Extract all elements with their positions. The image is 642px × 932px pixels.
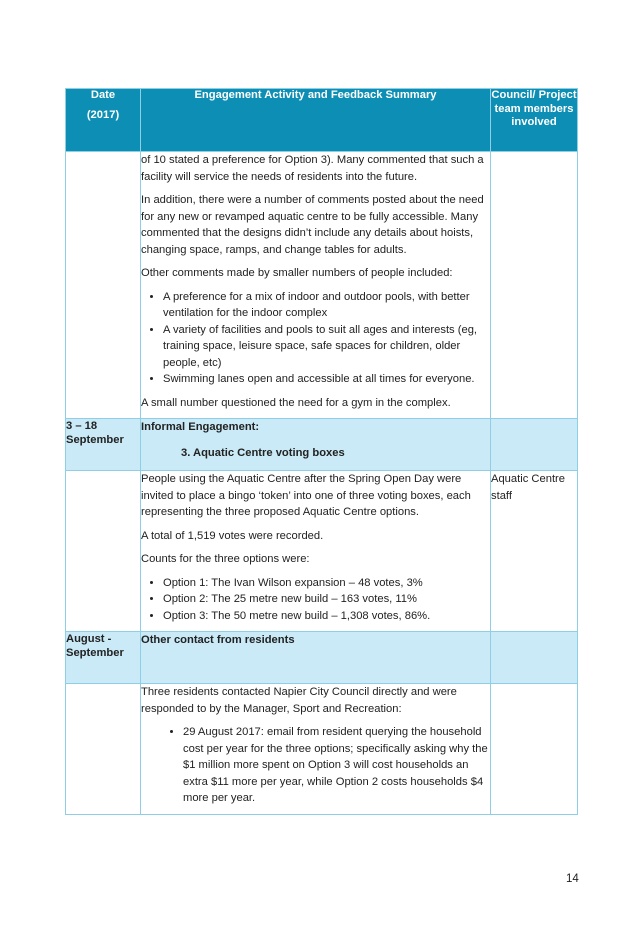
list-item: • A preference for a mix of indoor and outdoor pools, with better ventilation for the indoor complex: [163, 289, 490, 322]
row1-bullet-list: [141, 289, 490, 388]
row3-team-cell: [491, 684, 578, 815]
section1-team-cell: [491, 419, 578, 471]
list-item: • Option 3: The 50 metre new build – 1,308 votes, 86%.: [163, 608, 490, 625]
section1-title-cell: [141, 419, 491, 471]
row3-summary-cell: [141, 684, 491, 815]
row1-paragraph: Other comments made by smaller numbers of people included:: [141, 267, 453, 279]
table-row: [66, 684, 578, 815]
row2-paragraph: People using the Aquatic Centre after the Spring Open Day were invited to place a bingo ‘token’ into one of three voting boxes, each representing the three proposed Aquatic Centre options.: [141, 473, 471, 518]
section-row: [66, 419, 578, 471]
row2-paragraph: A total of 1,519 votes were recorded.: [141, 529, 324, 542]
header-date-label: Date: [90, 89, 116, 101]
section1-date: 3 – 18 September: [66, 419, 141, 471]
engagement-table: [65, 88, 578, 815]
row1-summary-cell: [141, 152, 491, 419]
row1-paragraph: of 10 stated a preference for Option 3). Many commented that such a facility will service the needs of residents into the future.: [141, 154, 484, 183]
header-team: Council/ Project team members involved: [491, 89, 578, 152]
table-header-row: [66, 89, 578, 152]
header-date: [66, 89, 141, 152]
row2-summary-cell: [141, 471, 491, 632]
list-item: • Option 1: The Ivan Wilson expansion – 48 votes, 3%: [163, 575, 490, 592]
row1-closing: A small number questioned the need for a gym in the complex.: [141, 396, 451, 409]
section1-title: Informal Engagement:: [141, 421, 260, 433]
header-date-year: (2017): [86, 108, 120, 121]
header-summary: Engagement Activity and Feedback Summary: [141, 89, 491, 152]
row1-paragraph: In addition, there were a number of comments posted about the need for any new or revamped aquatic centre to be fully accessible. Many commented that the designs didn’t include any details about hoists, changing space, ramps, and change tables for adults.: [141, 194, 484, 256]
section1-subtitle: 3. Aquatic Centre voting boxes: [181, 446, 345, 459]
section2-title: Other contact from residents: [141, 632, 491, 684]
page-number: 14: [566, 873, 579, 885]
row2-date-cell: [66, 471, 141, 632]
row3-date-cell: [66, 684, 141, 815]
section-row: [66, 632, 578, 684]
section2-date: August - September: [66, 632, 141, 684]
section2-team-cell: [491, 632, 578, 684]
row2-paragraph: Counts for the three options were:: [141, 553, 310, 565]
table-row: [66, 471, 578, 632]
row1-date-cell: [66, 152, 141, 419]
row2-team-cell: Aquatic Centre staff: [491, 471, 578, 632]
row2-bullet-list: [141, 575, 490, 625]
row3-bullet-list: [141, 724, 490, 807]
list-item: • A variety of facilities and pools to suit all ages and interests (eg, training space, leisure space, safe spaces for children, older people, etc): [163, 322, 490, 372]
row1-team-cell: [491, 152, 578, 419]
table-row: [66, 152, 578, 419]
list-item: • 29 August 2017: email from resident querying the household cost per year for the three options; specifically asking why the $1 million more spent on Option 3 will cost households an extra $11 more per year, while Option 2 costs households $4 more per year.: [183, 724, 490, 807]
list-item: • Swimming lanes open and accessible at all times for everyone.: [163, 371, 490, 388]
list-item: • Option 2: The 25 metre new build – 163 votes, 11%: [163, 591, 490, 608]
row3-paragraph: Three residents contacted Napier City Council directly and were responded to by the Manager, Sport and Recreation:: [141, 686, 457, 715]
